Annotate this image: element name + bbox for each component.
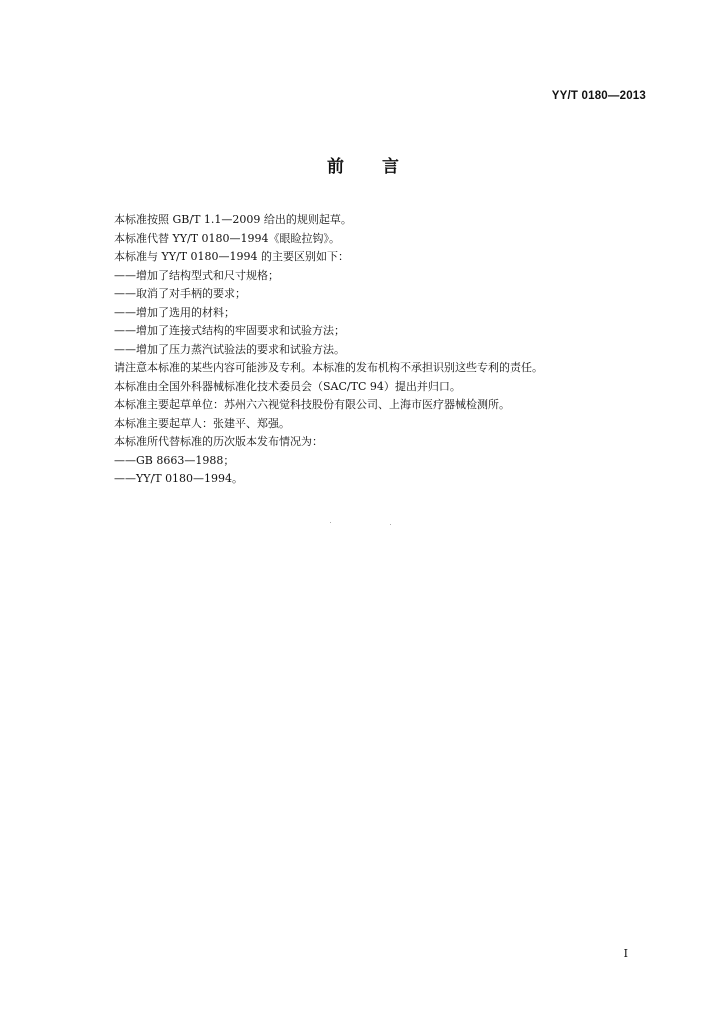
list-item: ——增加了连接式结构的牢固要求和试验方法； [114, 324, 345, 337]
text-line: 本标准由全国外科器械标准化技术委员会（SAC/TC 94）提出并归口。 [114, 379, 461, 393]
list-item: ——YY/T 0180—1994。 [114, 472, 244, 485]
scan-speck [390, 524, 391, 525]
document-code: YY/T 0180—2013 [551, 90, 646, 102]
list-item: ——增加了选用的材料； [114, 305, 235, 319]
list-item: ——取消了对手柄的要求； [114, 287, 246, 300]
list-item: ——增加了结构型式和尺寸规格； [114, 268, 279, 282]
page-title: 前言 [327, 157, 437, 177]
text-line: 本标准主要起草人：张建平、郑强。 [114, 416, 290, 430]
text-line: 请注意本标准的某些内容可能涉及专利。本标准的发布机构不承担识别这些专利的责任。 [114, 361, 543, 374]
body-text [114, 211, 634, 489]
text-line: 本标准代替 YY/T 0180—1994《眼睑拉钩》。 [114, 231, 341, 245]
text-line: 本标准与 YY/T 0180—1994 的主要区别如下： [114, 250, 350, 263]
text-line: 本标准所代替标准的历次版本发布情况为： [114, 435, 323, 448]
scan-speck [330, 522, 331, 523]
text-line: 本标准主要起草单位：苏州六六视觉科技股份有限公司、上海市医疗器械检测所。 [114, 398, 510, 411]
list-item: ——增加了压力蒸汽试验法的要求和试验方法。 [114, 342, 345, 356]
page-number: I [623, 947, 628, 960]
text-line: 本标准按照 GB/T 1.1—2009 给出的规则起草。 [114, 213, 352, 226]
list-item: ——GB 8663—1988； [114, 453, 235, 467]
